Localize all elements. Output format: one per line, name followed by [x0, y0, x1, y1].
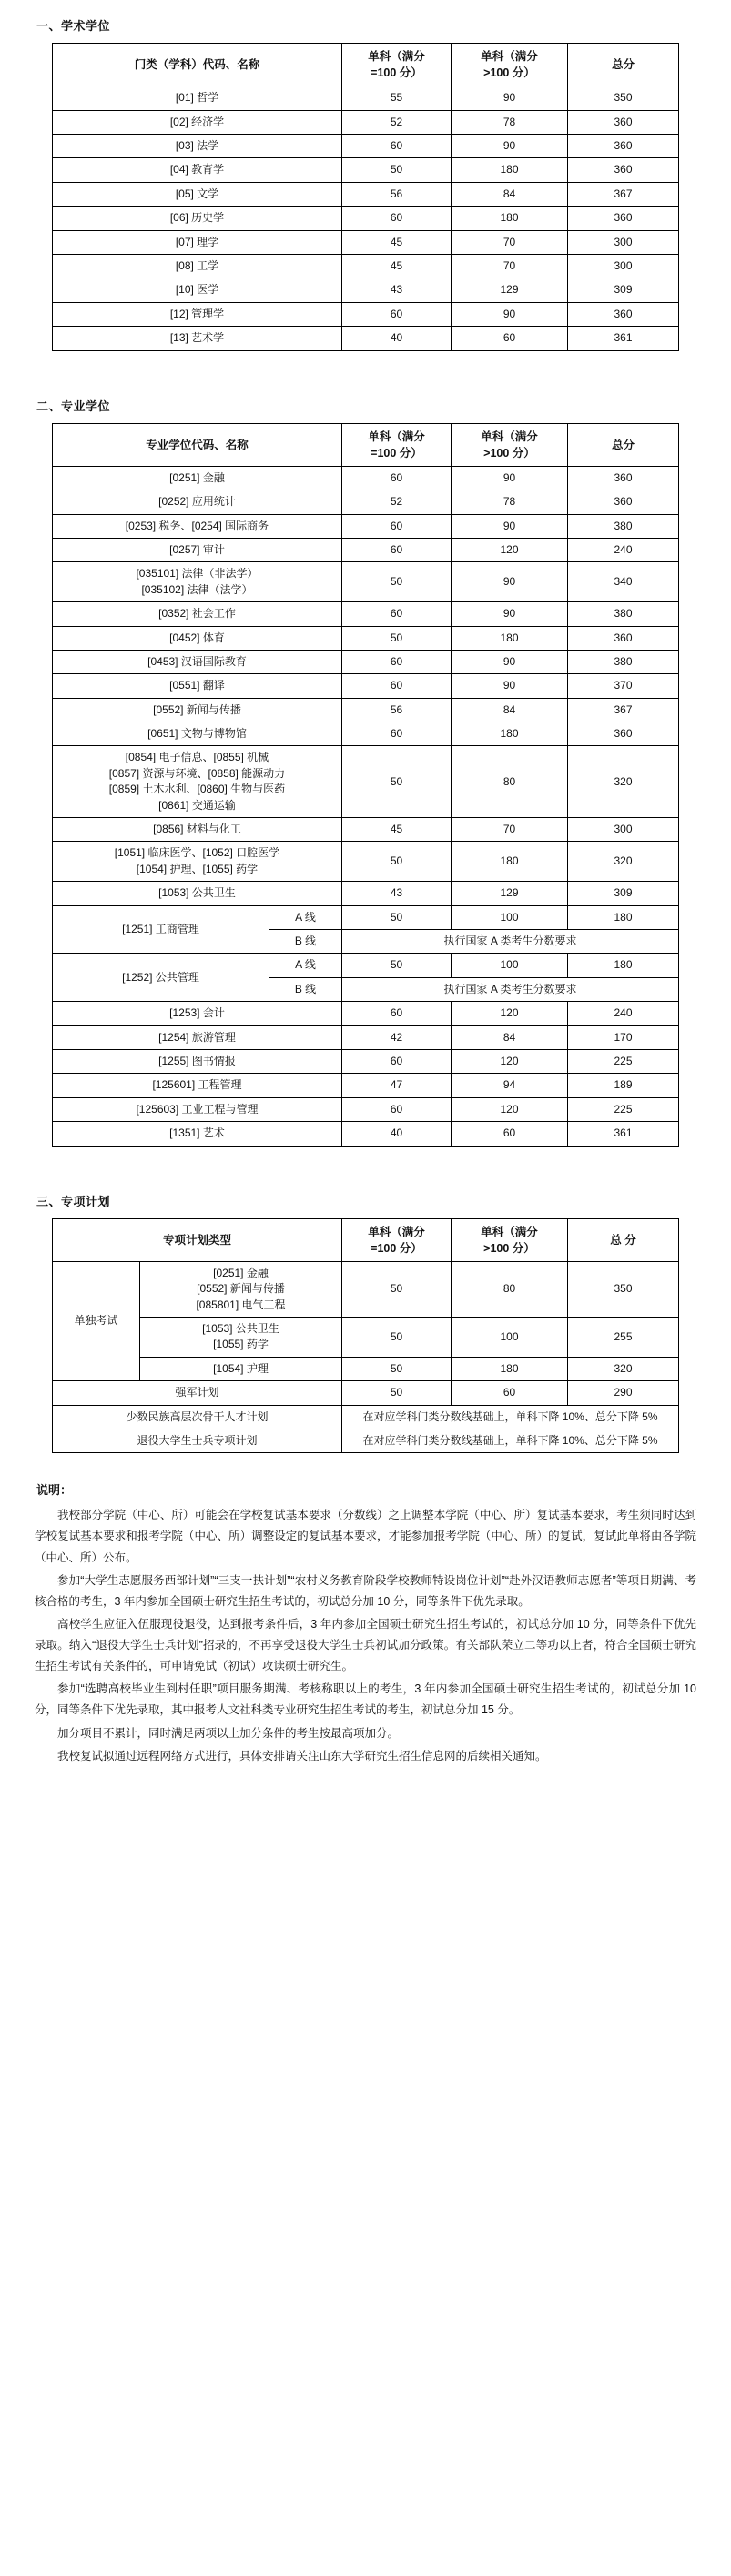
cell-discipline-name: [06] 历史学: [53, 207, 342, 230]
cell-discipline-name: [01] 哲学: [53, 86, 342, 110]
table-row: [52, 650, 678, 673]
table-row: [52, 698, 678, 722]
cell-line: [035102] 法律（法学）: [141, 582, 253, 596]
cell-single-100: 50: [342, 1357, 452, 1380]
table-row: [52, 1049, 678, 1073]
cell-major-name: [52, 746, 341, 818]
table-row: [52, 1122, 678, 1146]
cell-total: 350: [568, 86, 679, 110]
cell-line: [085801] 电气工程: [196, 1298, 286, 1311]
cell-single-100: 43: [342, 278, 452, 302]
cell-total: 225: [568, 1049, 679, 1073]
section-title-special: 三、专项计划: [36, 1194, 111, 1208]
cell-total: 380: [568, 650, 679, 673]
cell-discipline-name: [10] 医学: [53, 278, 342, 302]
cell-total: 300: [568, 818, 679, 842]
cell-line-a: A 线: [269, 905, 341, 929]
cell-single-100: 60: [342, 1097, 452, 1121]
cell-single-100: 50: [342, 905, 452, 929]
table-row: [53, 302, 679, 326]
col-header-plan-type: 专项计划类型: [52, 1218, 341, 1261]
cell-discipline-name: [02] 经济学: [53, 110, 342, 134]
table-row: [52, 842, 678, 882]
table-row: [52, 954, 678, 977]
table-row: [52, 1317, 678, 1357]
col-header-total: 总 分: [568, 1218, 679, 1261]
cell-line-b: B 线: [269, 930, 341, 954]
cell-total: 360: [568, 302, 679, 326]
table-row: [52, 722, 678, 746]
table-row: [53, 254, 679, 278]
col-header-single-over-100: 单科（满分 >100 分）: [452, 44, 568, 86]
cell-total: 320: [568, 746, 679, 818]
cell-single-100: 60: [342, 1049, 452, 1073]
table-row: [52, 1002, 678, 1025]
note-paragraph: 高校学生应征入伍服现役退役，达到报考条件后，3 年内参加全国硕士研究生招生考试的，初试总分加 10 分，同等条件下优先录取。纳入“退役大学生士兵计划”招录的，不再享受退役大学生士兵初试加分政策。有关部队荣立二等功以上者，符合全国硕士研究生招生考试有关条件的，可申请免试（初试）攻读硕士研究生。: [35, 1617, 696, 1673]
table-row: [52, 602, 678, 626]
cell-total: 360: [568, 110, 679, 134]
cell-major-name: [1252] 公共管理: [52, 954, 269, 1002]
table-header-row: [52, 1218, 678, 1261]
cell-line: [1055] 药学: [213, 1338, 269, 1351]
cell-single-100: 60: [342, 602, 452, 626]
cell-single-over-100: 100: [452, 905, 568, 929]
cell-single-100: 60: [342, 514, 452, 538]
cell-total: 180: [568, 905, 679, 929]
cell-single-over-100: 80: [452, 746, 568, 818]
cell-total: 361: [568, 1122, 679, 1146]
cell-line: [0854] 电子信息、[0855] 机械: [125, 751, 269, 764]
cell-line: [1054] 护理、[1055] 药学: [136, 862, 259, 875]
table-row: [53, 278, 679, 302]
cell-single-over-100: 180: [452, 1357, 568, 1380]
table-row: [52, 1405, 678, 1429]
cell-total: 361: [568, 327, 679, 350]
cell-single-100: 56: [342, 698, 452, 722]
cell-single-100: 60: [342, 207, 452, 230]
cell-single-over-100: 70: [452, 818, 568, 842]
cell-total: 240: [568, 538, 679, 561]
cell-major-name: [0651] 文物与博物馆: [52, 722, 341, 746]
cell-total: 360: [568, 158, 679, 182]
cell-major-name: [52, 842, 341, 882]
professional-table: [52, 423, 679, 1147]
cell-single-100: 45: [342, 230, 452, 254]
cell-single-100: 56: [342, 182, 452, 206]
cell-single-over-100: 60: [452, 1381, 568, 1405]
note-paragraph: 参加“选聘高校毕业生到村任职”项目服务期满、考核称职以上的考生，3 年内参加全国硕士研究生招生考试的，初试总分加 10 分，同等条件下优先录取，其中报考人文社科类专业研究生招生考试的考生，初试总分加 15 分。: [35, 1682, 696, 1717]
col-header-total: 总分: [568, 423, 679, 466]
table-row: [52, 514, 678, 538]
table-row: [52, 746, 678, 818]
cell-single-over-100: 90: [452, 86, 568, 110]
cell-plan-name: 强军计划: [52, 1381, 341, 1405]
cell-single-100: 50: [342, 842, 452, 882]
cell-single-over-100: 129: [452, 882, 568, 905]
cell-single-100: 60: [342, 650, 452, 673]
table-row: [53, 135, 679, 158]
table-row: [52, 1261, 678, 1317]
cell-exam-major: [139, 1317, 341, 1357]
cell-major-name: [0352] 社会工作: [52, 602, 341, 626]
table-row: [52, 538, 678, 561]
cell-major-name: [0856] 材料与化工: [52, 818, 341, 842]
cell-single-over-100: 90: [452, 562, 568, 602]
table-row: [52, 1381, 678, 1405]
table-row: [52, 818, 678, 842]
cell-single-over-100: 120: [452, 1002, 568, 1025]
cell-major-name: [0552] 新闻与传播: [52, 698, 341, 722]
table-row: [53, 230, 679, 254]
cell-single-100: 60: [342, 538, 452, 561]
cell-single-100: 47: [342, 1074, 452, 1097]
section-title-professional: 二、专业学位: [36, 399, 111, 413]
cell-exam-major: [139, 1261, 341, 1317]
cell-total: 255: [568, 1317, 679, 1357]
note-paragraph: 我校复试拟通过远程网络方式进行，具体安排请关注山东大学研究生招生信息网的后续相关通知。: [57, 1749, 547, 1763]
note-paragraph: 我校部分学院（中心、所）可能会在学校复试基本要求（分数线）之上调整本学院（中心、所）复试基本要求，考生须同时达到学校复试基本要求和报考学院（中心、所）调整设定的复试基本要求，才能参加报考学院（中心、所）的复试，复试此单将由各学院（中心、所）公布。: [35, 1509, 696, 1564]
cell-single-over-100: 84: [452, 1025, 568, 1049]
cell-single-100: 42: [342, 1025, 452, 1049]
cell-single-100: 60: [342, 302, 452, 326]
cell-single-100: 50: [342, 626, 452, 650]
cell-total: 370: [568, 674, 679, 698]
col-header-total: 总分: [568, 44, 679, 86]
cell-line: [1054] 护理: [213, 1361, 269, 1375]
cell-total: 320: [568, 842, 679, 882]
table-row: [53, 110, 679, 134]
table-row: [52, 882, 678, 905]
cell-single-100: 50: [342, 562, 452, 602]
cell-total: 225: [568, 1097, 679, 1121]
note-paragraph: 加分项目不累计，同时满足两项以上加分条件的考生按最高项加分。: [57, 1726, 400, 1740]
cell-single-over-100: 120: [452, 1097, 568, 1121]
col-header-single-100: 单科（满分 =100 分）: [342, 1218, 452, 1261]
cell-total: 290: [568, 1381, 679, 1405]
cell-single-over-100: 90: [452, 514, 568, 538]
cell-exam-major: [139, 1357, 341, 1380]
cell-single-over-100: 60: [452, 327, 568, 350]
cell-single-over-100: 90: [452, 650, 568, 673]
table-header-row: [52, 423, 678, 466]
cell-major-name: [0453] 汉语国际教育: [52, 650, 341, 673]
cell-total: 309: [568, 278, 679, 302]
cell-single-over-100: 120: [452, 538, 568, 561]
cell-single-100: 45: [342, 254, 452, 278]
cell-major-name: [0252] 应用统计: [52, 490, 341, 514]
cell-line-b-note: 执行国家 A 类考生分数要求: [342, 930, 679, 954]
cell-single-100: 50: [342, 1381, 452, 1405]
table-row: [52, 626, 678, 650]
cell-total: 367: [568, 698, 679, 722]
table-row: [53, 158, 679, 182]
table-row: [52, 466, 678, 490]
cell-discipline-name: [04] 教育学: [53, 158, 342, 182]
cell-single-over-100: 120: [452, 1049, 568, 1073]
col-header-single-100: 单科（满分 =100 分）: [342, 44, 452, 86]
cell-total: 360: [568, 207, 679, 230]
col-header-single-100: 单科（满分 =100 分）: [342, 423, 452, 466]
cell-single-100: 52: [342, 490, 452, 514]
cell-single-over-100: 90: [452, 466, 568, 490]
cell-total: 360: [568, 490, 679, 514]
cell-line: [1053] 公共卫生: [202, 1321, 279, 1335]
table-row: [52, 1357, 678, 1380]
cell-line-a: A 线: [269, 954, 341, 977]
cell-single-over-100: 180: [452, 626, 568, 650]
cell-discipline-name: [12] 管理学: [53, 302, 342, 326]
cell-single-100: 55: [342, 86, 452, 110]
cell-total: 189: [568, 1074, 679, 1097]
notes-heading: 说明：: [36, 1483, 73, 1498]
table-row: [52, 905, 678, 929]
cell-single-over-100: 90: [452, 674, 568, 698]
cell-major-name: [1351] 艺术: [52, 1122, 341, 1146]
cell-plan-note: 在对应学科门类分数线基础上，单科下降 10%、总分下降 5%: [342, 1405, 679, 1429]
cell-single-100: 50: [342, 954, 452, 977]
cell-major-name: [0551] 翻译: [52, 674, 341, 698]
cell-total: 350: [568, 1261, 679, 1317]
cell-single-100: 60: [342, 722, 452, 746]
cell-total: 170: [568, 1025, 679, 1049]
cell-major-name: [0257] 审计: [52, 538, 341, 561]
cell-single-over-100: 100: [452, 954, 568, 977]
table-row: [52, 1429, 678, 1452]
cell-total: 300: [568, 230, 679, 254]
cell-discipline-name: [08] 工学: [53, 254, 342, 278]
table-row: [52, 1025, 678, 1049]
col-header-name: 门类（学科）代码、名称: [53, 44, 342, 86]
cell-discipline-name: [05] 文学: [53, 182, 342, 206]
cell-single-over-100: 90: [452, 302, 568, 326]
cell-single-over-100: 84: [452, 698, 568, 722]
cell-total: 360: [568, 135, 679, 158]
table-row: [53, 182, 679, 206]
table-row: [52, 562, 678, 602]
cell-single-100: 50: [342, 746, 452, 818]
cell-total: 367: [568, 182, 679, 206]
cell-total: 320: [568, 1357, 679, 1380]
cell-total: 240: [568, 1002, 679, 1025]
special-plan-table: [52, 1218, 679, 1454]
cell-single-100: 43: [342, 882, 452, 905]
table-row: [53, 207, 679, 230]
cell-major-name: [1253] 会计: [52, 1002, 341, 1025]
cell-single-100: 50: [342, 158, 452, 182]
section-title-academic: 一、学术学位: [36, 19, 111, 33]
cell-line: [0861] 交通运输: [158, 798, 236, 812]
cell-major-name: [0253] 税务、[0254] 国际商务: [52, 514, 341, 538]
cell-discipline-name: [03] 法学: [53, 135, 342, 158]
cell-major-name: [125601] 工程管理: [52, 1074, 341, 1097]
cell-single-over-100: 78: [452, 110, 568, 134]
cell-single-over-100: 180: [452, 207, 568, 230]
cell-single-100: 60: [342, 466, 452, 490]
cell-single-over-100: 180: [452, 158, 568, 182]
cell-line: [0859] 土木水利、[0860] 生物与医药: [108, 783, 286, 796]
cell-plan-name: 退役大学生士兵专项计划: [52, 1429, 341, 1452]
cell-single-over-100: 180: [452, 842, 568, 882]
notes-body: [35, 1505, 696, 1767]
cell-single-100: 60: [342, 674, 452, 698]
cell-line: [0552] 新闻与传播: [197, 1282, 285, 1296]
cell-major-name: [1255] 图书情报: [52, 1049, 341, 1073]
table-row: [52, 490, 678, 514]
cell-total: 360: [568, 722, 679, 746]
table-header-row: [53, 44, 679, 86]
cell-total: 300: [568, 254, 679, 278]
table-row: [52, 1074, 678, 1097]
note-paragraph: 参加“大学生志愿服务西部计划”“三支一扶计划”“农村义务教育阶段学校教师特设岗位计划”“赴外汉语教师志愿者”等项目期满、考核合格的考生，3 年内参加全国硕士研究生招生考试的，初试总分加 10 分，同等条件下优先录取。: [35, 1573, 696, 1608]
cell-major-name: [0251] 金融: [52, 466, 341, 490]
cell-single-100: 60: [342, 135, 452, 158]
cell-major-name: [52, 562, 341, 602]
cell-single-100: 50: [342, 1261, 452, 1317]
cell-total: 360: [568, 466, 679, 490]
cell-major-name: [1251] 工商管理: [52, 905, 269, 954]
cell-single-100: 40: [342, 1122, 452, 1146]
table-row: [53, 86, 679, 110]
cell-single-100: 60: [342, 1002, 452, 1025]
col-header-single-over-100: 单科（满分 >100 分）: [452, 423, 568, 466]
cell-major-name: [1254] 旅游管理: [52, 1025, 341, 1049]
cell-single-over-100: 100: [452, 1317, 568, 1357]
cell-total: 309: [568, 882, 679, 905]
cell-single-100: 52: [342, 110, 452, 134]
academic-table: [52, 43, 679, 351]
cell-line: [1051] 临床医学、[1052] 口腔医学: [114, 846, 280, 860]
cell-discipline-name: [07] 理学: [53, 230, 342, 254]
cell-total: 340: [568, 562, 679, 602]
cell-total: 380: [568, 514, 679, 538]
cell-single-over-100: 78: [452, 490, 568, 514]
cell-total: 380: [568, 602, 679, 626]
cell-major-name: [0452] 体育: [52, 626, 341, 650]
cell-single-over-100: 84: [452, 182, 568, 206]
cell-plan-note: 在对应学科门类分数线基础上，单科下降 10%、总分下降 5%: [342, 1429, 679, 1452]
cell-single-over-100: 94: [452, 1074, 568, 1097]
cell-single-over-100: 180: [452, 722, 568, 746]
cell-single-over-100: 80: [452, 1261, 568, 1317]
cell-single-over-100: 90: [452, 135, 568, 158]
cell-single-over-100: 60: [452, 1122, 568, 1146]
cell-single-100: 40: [342, 327, 452, 350]
cell-line-b-note: 执行国家 A 类考生分数要求: [342, 977, 679, 1001]
table-row: [52, 674, 678, 698]
cell-total: 180: [568, 954, 679, 977]
cell-exam-label: 单独考试: [52, 1261, 139, 1380]
col-header-single-over-100: 单科（满分 >100 分）: [452, 1218, 568, 1261]
cell-line: [0857] 资源与环境、[0858] 能源动力: [108, 766, 286, 780]
cell-plan-name: 少数民族高层次骨干人才计划: [52, 1405, 341, 1429]
col-header-name: 专业学位代码、名称: [52, 423, 341, 466]
cell-line: [035101] 法律（非法学）: [136, 567, 259, 581]
cell-single-100: 50: [342, 1317, 452, 1357]
table-row: [52, 1097, 678, 1121]
cell-single-over-100: 70: [452, 230, 568, 254]
cell-single-over-100: 129: [452, 278, 568, 302]
cell-single-over-100: 70: [452, 254, 568, 278]
cell-single-100: 45: [342, 818, 452, 842]
cell-single-over-100: 90: [452, 602, 568, 626]
cell-total: 360: [568, 626, 679, 650]
cell-major-name: [125603] 工业工程与管理: [52, 1097, 341, 1121]
cell-line: [0251] 金融: [213, 1266, 269, 1279]
cell-line-b: B 线: [269, 977, 341, 1001]
cell-discipline-name: [13] 艺术学: [53, 327, 342, 350]
table-row: [53, 327, 679, 350]
cell-major-name: [1053] 公共卫生: [52, 882, 341, 905]
